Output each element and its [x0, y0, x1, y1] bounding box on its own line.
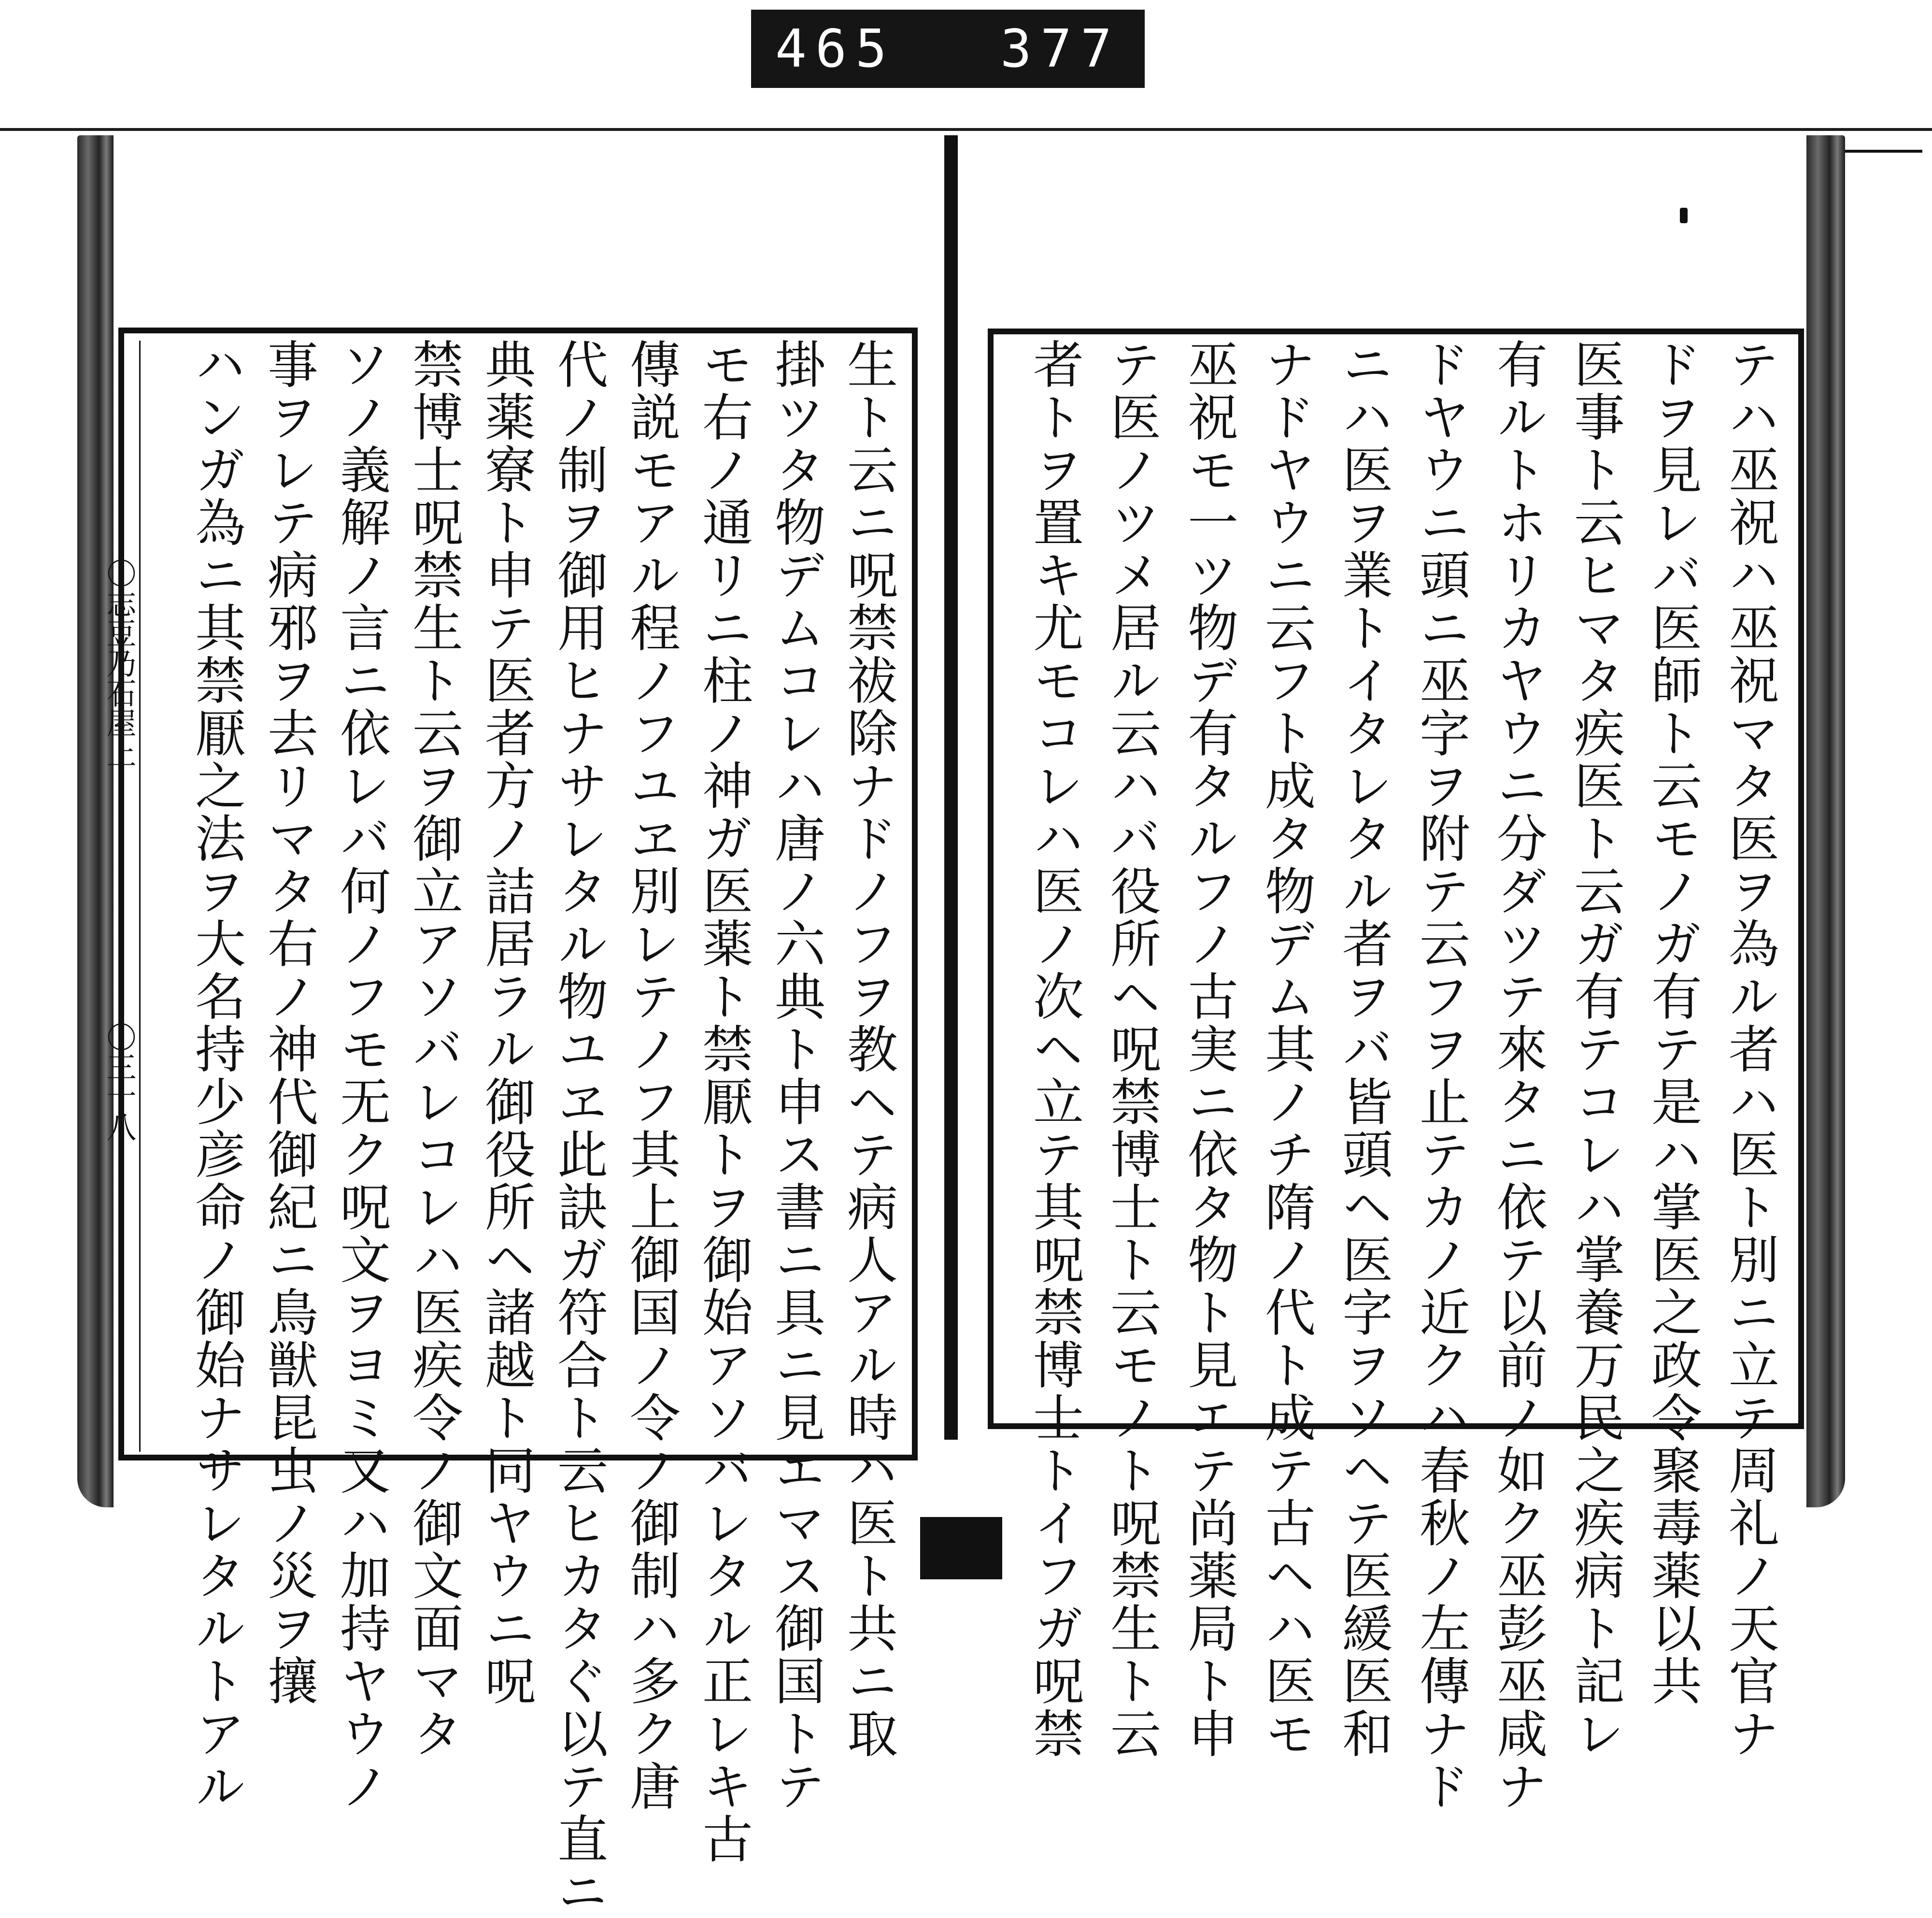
left-text-column: 事ヲレテ病邪ヲ去リマタ右ノ神代御紀ニ鳥獣昆虫ノ災ヲ攘: [259, 338, 318, 1707]
left-text-column: 代ノ制ヲ御用ヒナサレタル物ユヱ此訣ガ符合ト云ヒカタぐ以テ直ニ: [549, 338, 608, 1918]
right-text-column: ニハ医ヲ業トイタレタル者ヲバ皆頭ヘ医字ヲソヘテ医緩医和: [1334, 338, 1393, 1760]
left-text-column: ハンガ為ニ其禁厭之法ヲ大名持少彦命ノ御始ナサレタルトアル: [187, 338, 246, 1813]
right-text-column: テ医ノツメ居ル云ハバ役所ヘ呪禁博士ト云モノト呪禁生ト云: [1102, 338, 1161, 1760]
left-text-column: 禁博士呪禁生ト云ヲ御立アソバレコレハ医疾令ノ御文面マタ: [404, 338, 463, 1760]
right-text-column: ナドヤウニ云フト成タ物デム其ノチ隋ノ代ト成テ古ヘハ医モ: [1257, 338, 1316, 1760]
right-text-column: ドヤウニ頭ニ巫字ヲ附テ云フヲ止テカノ近クハ春秋ノ左傳ナド: [1411, 338, 1470, 1813]
left-text-column: ソノ義解ノ言ニ依レバ何ノフモ无ク呪文ヲヨミ又ハ加持ヤウノ: [332, 338, 391, 1813]
left-fore-edge: [77, 135, 114, 1507]
right-text-column: 者トヲ置キ尤モコレハ医ノ次ヘ立テ其呪禁博士トイフガ呪禁: [1025, 338, 1084, 1760]
scan-number-right: 377: [1000, 18, 1121, 79]
right-text-column: 巫祝モ一ツ物デ有タルフノ古実ニ依タ物ト見エテ尚薬局ト申: [1179, 338, 1238, 1760]
left-text-column: モ右ノ通リニ柱ノ神ガ医薬ト禁厭トヲ御始アソバレタル正レキ古: [694, 338, 753, 1865]
right-tail-rule: [1845, 150, 1922, 153]
left-text-column: 傳説モアル程ノフユヱ別レテノフ其上御国ノ令ノ御制ハ多ク唐: [622, 338, 681, 1813]
book-gutter: [944, 135, 958, 1440]
ink-spot: [1680, 208, 1688, 223]
right-fore-edge: [1806, 135, 1845, 1507]
left-text-column: 掛ツタ物デムコレハ唐ノ六典ト申ス書ニ具ニ見エマス御国トテ: [767, 338, 825, 1813]
folio-number: 〇三十八: [101, 1022, 137, 1142]
scan-number-left: 465: [775, 18, 896, 79]
margin-book-title: 〇志豆乃石屋上: [101, 558, 137, 768]
gutter-foot: [920, 1517, 1002, 1579]
right-text-column: 医事ト云ヒマタ疾医ト云ガ有テコレハ掌養万民之疾病ト記レ: [1566, 338, 1625, 1760]
right-text-column: 有ルトホリカヤウニ分ダツテ來タニ依テ以前ノ如ク巫彭巫咸ナ: [1489, 338, 1548, 1813]
spread-top-edge: [0, 128, 1932, 131]
left-inner-rule: [139, 341, 141, 1452]
right-text-column: テハ巫祝ハ巫祝マタ医ヲ為ル者ハ医ト別ニ立テ周礼ノ天官ナ: [1720, 338, 1779, 1760]
left-text-column: 典薬寮ト申テ医者方ノ詰居ラル御役所ヘ諸越ト同ヤウニ呪: [477, 338, 536, 1707]
left-text-column: 生ト云ニ呪禁祓除ナドノフヲ教ヘテ病人アル時ハ医ト共ニ取: [839, 338, 898, 1760]
scan-label-block: [751, 10, 1145, 88]
right-text-column: ドヲ見レバ医師ト云モノガ有テ是ハ掌医之政令聚毒薬以共: [1643, 338, 1702, 1707]
